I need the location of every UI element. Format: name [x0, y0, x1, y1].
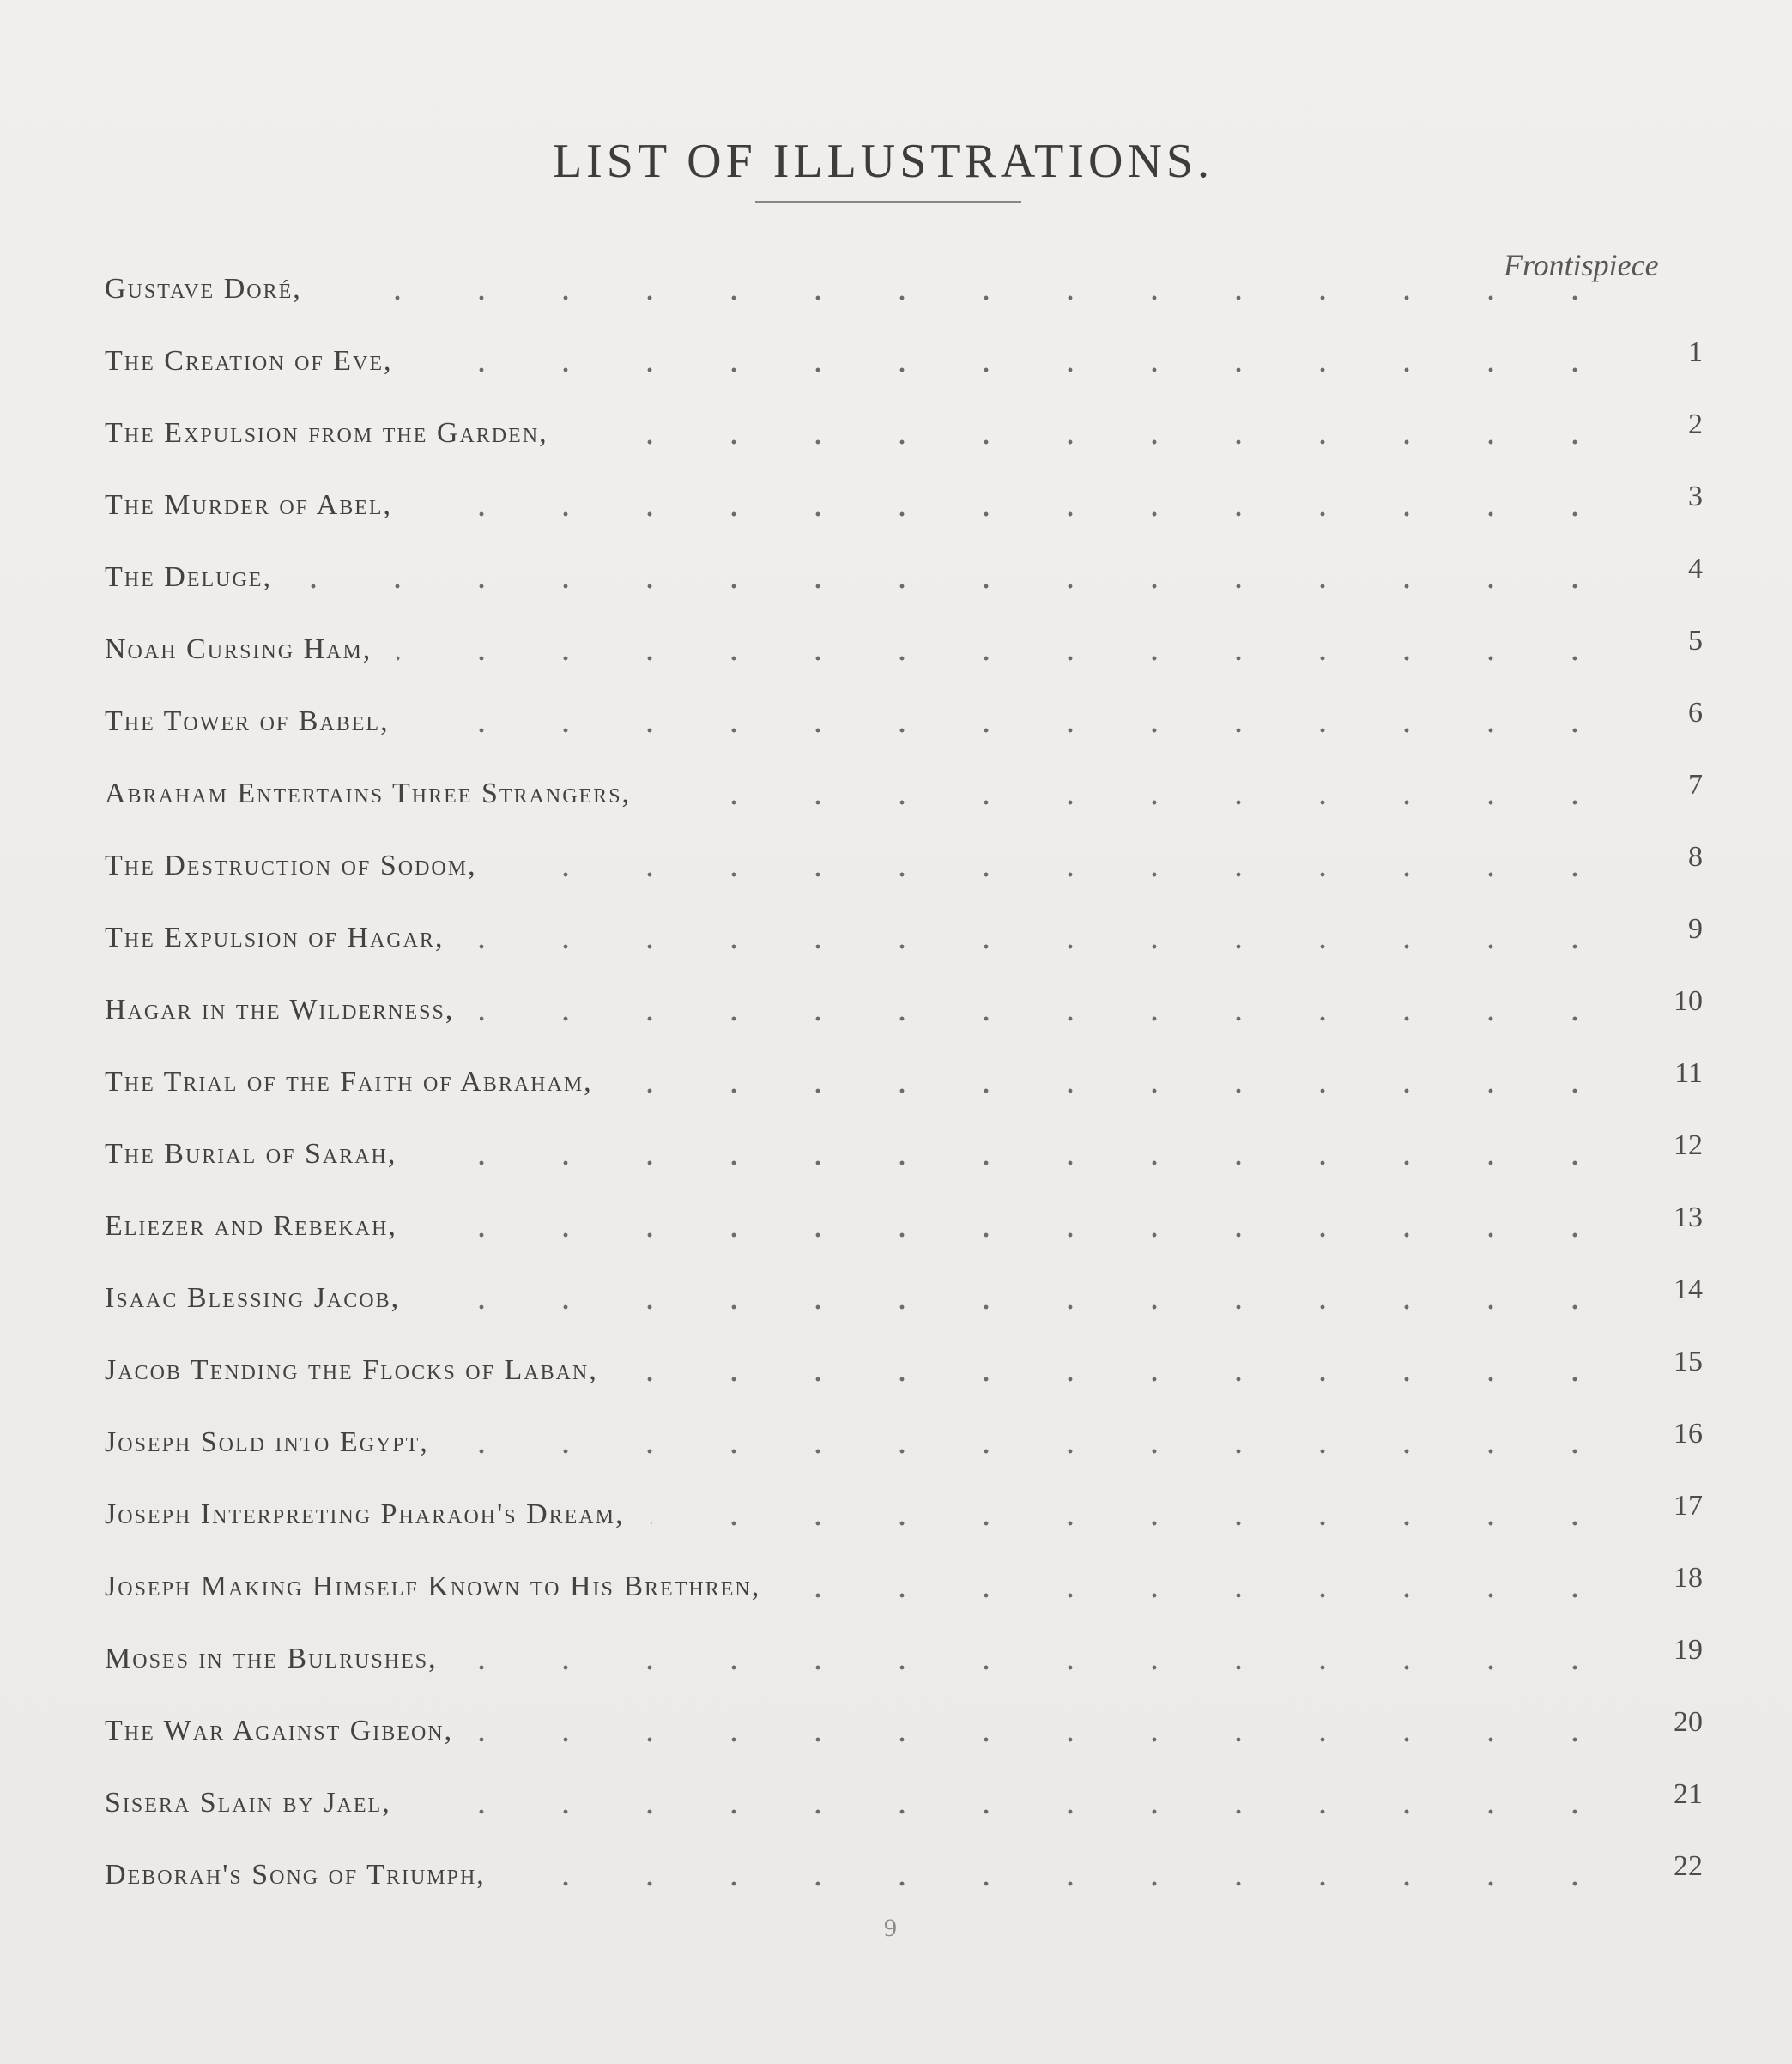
leader-dots: [480, 1016, 1617, 1021]
illustration-title: The Trial of the Faith of Abraham,: [105, 1066, 593, 1098]
illustration-page-number: 22: [1674, 1850, 1703, 1882]
illustration-title: Joseph Making Himself Known to His Brethren,: [105, 1571, 761, 1602]
illustration-title: Gustave Doré,: [105, 273, 302, 305]
illustration-title: Noah Cursing Ham,: [105, 633, 372, 665]
illustration-title: The Tower of Babel,: [105, 705, 390, 737]
illustration-title: The Expulsion of Hagar,: [105, 922, 445, 953]
list-item: [105, 1699, 1703, 1751]
list-item: [105, 474, 1703, 525]
list-item: [105, 1339, 1703, 1390]
illustration-page-number: 21: [1674, 1778, 1703, 1810]
list-item: [105, 690, 1703, 741]
leader-dots: [419, 367, 1617, 372]
illustration-title: Joseph Interpreting Pharaoh's Dream,: [105, 1498, 625, 1530]
leader-dots: [786, 1593, 1617, 1598]
illustration-title: Sisera Slain by Jael,: [105, 1787, 391, 1819]
page-title: LIST OF ILLUSTRATIONS.: [552, 134, 1214, 188]
illustration-page-number: 9: [1688, 913, 1703, 945]
list-item: [105, 330, 1703, 381]
list-item: [105, 1483, 1703, 1534]
leader-dots: [651, 1521, 1617, 1526]
list-item: [105, 546, 1703, 597]
illustration-page-number: 12: [1674, 1129, 1703, 1161]
leader-dots: [619, 1088, 1617, 1093]
illustration-title: The Burial of Sarah,: [105, 1138, 397, 1170]
list-item: [105, 978, 1703, 1030]
illustration-page-number: 19: [1674, 1634, 1703, 1666]
illustration-page-number: 1: [1688, 336, 1703, 368]
leader-dots: [455, 1449, 1617, 1454]
illustration-title: Abraham Entertains Three Strangers,: [105, 778, 632, 809]
list-item: [105, 1050, 1703, 1102]
leader-dots: [397, 656, 1617, 661]
illustration-title: Jacob Tending the Flocks of Laban,: [105, 1354, 598, 1386]
illustration-page-number: 7: [1688, 769, 1703, 801]
frontispiece-label: Frontispiece: [1504, 248, 1659, 282]
illustration-page-number: 3: [1688, 481, 1703, 512]
leader-dots: [469, 944, 1617, 949]
list-item: [105, 1627, 1703, 1679]
list-item: [105, 834, 1703, 886]
illustration-title: The Expulsion from the Garden,: [105, 417, 548, 449]
illustration-page-number: 20: [1674, 1706, 1703, 1738]
leader-dots: [512, 1881, 1617, 1886]
illustration-title: Joseph Sold into Egypt,: [105, 1426, 429, 1458]
list-item: [105, 1843, 1703, 1895]
illustration-title: The Deluge,: [105, 561, 272, 593]
illustration-title: Hagar in the Wilderness,: [105, 994, 455, 1026]
illustration-page-number: 11: [1674, 1057, 1703, 1089]
illustration-title: The Destruction of Sodom,: [105, 850, 477, 881]
illustration-page-number: 10: [1674, 985, 1703, 1017]
list-item: [105, 762, 1703, 814]
list-item: [105, 1555, 1703, 1607]
list-item: [105, 618, 1703, 669]
illustration-page-number: 6: [1688, 697, 1703, 729]
leader-dots: [463, 1665, 1617, 1670]
list-item: [105, 1195, 1703, 1246]
illustration-title: The War Against Gibeon,: [105, 1715, 454, 1746]
list-item: [105, 257, 1703, 309]
page-number: 9: [884, 1914, 897, 1942]
leader-dots: [418, 511, 1617, 517]
illustration-title: Moses in the Bulrushes,: [105, 1643, 438, 1674]
leader-dots: [422, 1160, 1617, 1165]
illustration-page-number: 5: [1688, 625, 1703, 657]
illustration-page-number: 15: [1674, 1346, 1703, 1377]
leader-dots: [503, 872, 1617, 877]
leader-dots: [328, 295, 1617, 300]
illustration-page-number: 2: [1688, 409, 1703, 440]
illustration-title: Eliezer and Rebekah,: [105, 1210, 397, 1242]
illustration-page-number: 14: [1674, 1274, 1703, 1305]
leader-dots: [426, 1304, 1617, 1310]
illustration-page-number: 4: [1688, 553, 1703, 584]
illustration-page-number: 18: [1674, 1562, 1703, 1594]
leader-dots: [574, 439, 1617, 445]
leader-dots: [657, 800, 1617, 805]
illustration-title: The Murder of Abel,: [105, 489, 393, 521]
list-item: [105, 1771, 1703, 1823]
list-item: [105, 402, 1703, 453]
leader-dots: [624, 1377, 1617, 1382]
illustration-title: The Creation of Eve,: [105, 345, 393, 377]
illustration-page-number: 8: [1688, 841, 1703, 873]
illustration-page-number: 16: [1674, 1418, 1703, 1450]
list-item: [105, 1411, 1703, 1462]
list-item: [105, 1267, 1703, 1318]
illustration-title: Deborah's Song of Triumph,: [105, 1859, 486, 1891]
leader-dots: [417, 1809, 1617, 1814]
leader-dots: [415, 728, 1617, 733]
list-item: [105, 906, 1703, 958]
illustration-title: Isaac Blessing Jacob,: [105, 1282, 401, 1314]
leader-dots: [479, 1737, 1617, 1742]
leader-dots: [298, 584, 1617, 589]
list-item: [105, 1123, 1703, 1174]
leader-dots: [423, 1232, 1617, 1238]
illustration-page-number: 17: [1674, 1490, 1703, 1522]
illustration-page-number: 13: [1674, 1201, 1703, 1233]
